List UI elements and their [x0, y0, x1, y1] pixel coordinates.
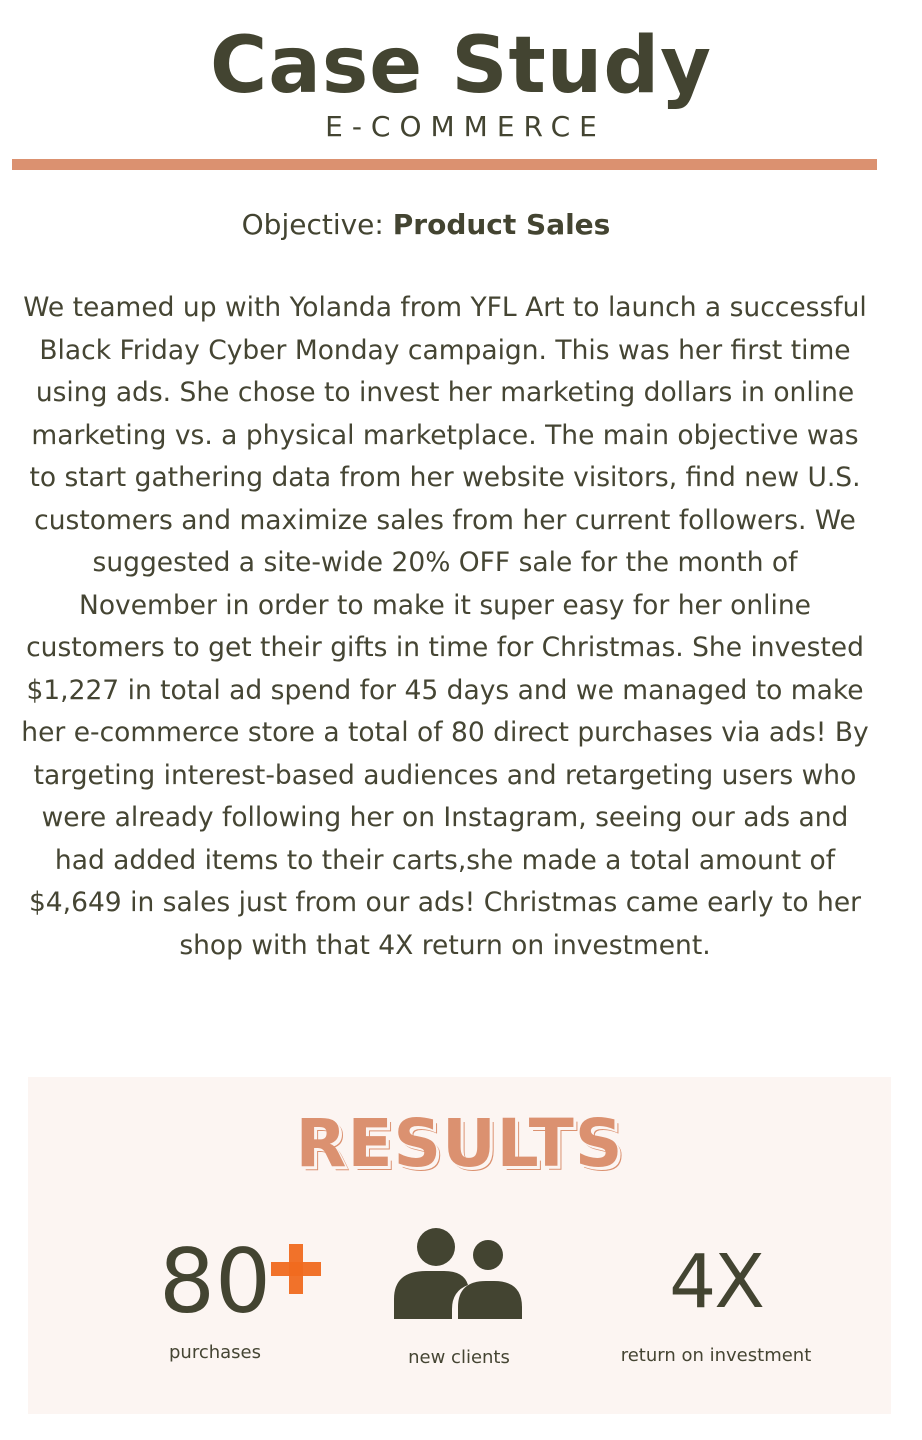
- stat-purchases: [120, 1232, 310, 1363]
- results-panel: [28, 1077, 891, 1414]
- stat-new-clients-label: new clients: [408, 1347, 510, 1368]
- results-heading: RESULTS: [295, 1105, 624, 1182]
- page-header: [0, 18, 922, 143]
- stat-purchases-label: purchases: [168, 1342, 261, 1363]
- stat-purchases-value: [159, 1232, 271, 1332]
- objective-line: [0, 208, 852, 241]
- stat-purchases-number: 80: [159, 1230, 271, 1333]
- stat-roi-value: 4X: [669, 1239, 763, 1325]
- page-subtitle: E-COMMERCE: [325, 110, 606, 143]
- objective-label: Objective:: [241, 208, 393, 241]
- plus-icon: [271, 1244, 321, 1294]
- stat-new-clients: [384, 1227, 534, 1368]
- case-study-description: We teamed up with Yolanda from YFL Art to launch a successful Black Friday Cyber Monday campaign. This was her first time using ads. She chose to invest her marketing dollars in online marketing vs. a physical marketplace. The main objective was to start gathering data from her website visitors, find new U.S. customers and maximize sales from her current followers. We suggested a site-wide 20% OFF sale for the month of November in order to make it super easy for her online customers to get their gifts in time for Christmas. She invested $1,227 in total ad spend for 45 days and we managed to make her e-commerce store a total of 80 direct purchases via ads! By targeting interest-based audiences and retargeting users who were already following her on Instagram, seeing our ads and had added items to their carts,she made a total amount of $4,649 in sales just from our ads! Christmas came early to her shop with that 4X return on investment.: [21, 292, 869, 961]
- stat-roi-label: return on investment: [620, 1345, 812, 1366]
- stat-roi: [611, 1237, 821, 1366]
- page-title: Case Study: [209, 21, 713, 111]
- objective-value: Product Sales: [392, 208, 611, 241]
- header-divider: [12, 159, 877, 170]
- users-icon: [394, 1227, 524, 1321]
